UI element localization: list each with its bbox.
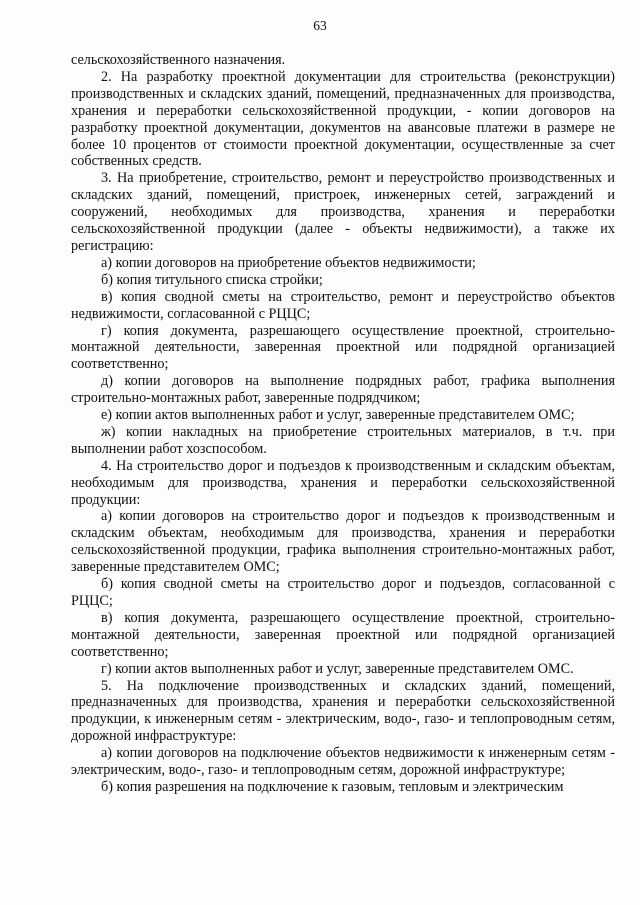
subitem-4a: а) копии договоров на строительство дорог и подъездов к производственным и складским объектам, необходимым для производства, хранения и переработки сельскохозяйственной продукции, графика выполнения строительно-монтажных работ, заверенные представителем ОМС;: [71, 508, 615, 576]
paragraph-item-3: 3. На приобретение, строительство, ремонт и переустройство производственных и складских зданий, помещений, пристроек, инженерных сетей, заграждений и сооружений, необходимых для производства, хранения и переработки сельскохозяйственной продукции (далее - объекты недвижимости), а также их регистрацию:: [71, 170, 615, 254]
subitem-3e: е) копии актов выполненных работ и услуг, заверенные представителем ОМС;: [101, 407, 575, 424]
subitem-4b: б) копия сводной сметы на строительство дорог и подъездов, согласованной с РЦЦС;: [71, 576, 615, 609]
subitem-3g: г) копия документа, разрешающего осуществление проектной, строительно-монтажной деятельности, заверенная проектной или подрядной организацией соответственно;: [71, 322, 615, 373]
document-body: [71, 52, 615, 796]
subitem-3v: в) копия сводной сметы на строительство, ремонт и переустройство объектов недвижимости, согласованной с РЦЦС;: [71, 288, 615, 322]
paragraph-item-5: 5. На подключение производственных и складских зданий, помещений, предназначенных для производства, хранения и переработки сельскохозяйственной продукции, к инженерным сетям - электрическим, водо-, газо- и теплопроводным сетям, дорожной инфраструктуре:: [71, 677, 615, 745]
page-number: 63: [313, 18, 327, 33]
paragraph-item-2: 2. На разработку проектной документации для строительства (реконструкции) производственных и складских зданий, помещений, предназначенных для производства, хранения и переработки сельскохозяйственной продукции, - копии договоров на разработку проектной документации, документов на авансовые платежи в размере не более 10 процентов от стоимости проектной документации, осуществленные за счет собственных средств.: [71, 68, 615, 170]
subitem-4v: в) копия документа, разрешающего осуществление проектной, строительно-монтажной деятельности, заверенная проектной или подрядной организацией соответственно;: [71, 609, 615, 660]
subitem-3a: а) копии договоров на приобретение объектов недвижимости;: [101, 254, 476, 271]
subitem-3zh: ж) копии накладных на приобретение строительных материалов, в т.ч. при выполнении работ хозспособом.: [71, 423, 615, 457]
paragraph-item-4: 4. На строительство дорог и подъездов к производственным и складским объектам, необходимым для производства, хранения и переработки сельскохозяйственной продукции:: [71, 457, 615, 508]
subitem-3d: д) копии договоров на выполнение подрядных работ, графика выполнения строительно-монтажных работ, заверенные подрядчиком;: [71, 373, 615, 407]
subitem-5a: а) копии договоров на подключение объектов недвижимости к инженерным сетям - электрическим, водо-, газо- и теплопроводным сетям, дорожной инфраструктуре;: [71, 745, 615, 779]
subitem-5b: б) копия разрешения на подключение к газовым, тепловым и электрическим: [101, 778, 564, 795]
subitem-4g: г) копии актов выполненных работ и услуг, заверенные представителем ОМС.: [101, 660, 574, 677]
paragraph-continuation: сельскохозяйственного назначения.: [71, 52, 286, 68]
subitem-3b: б) копия титульного списка стройки;: [101, 271, 323, 288]
